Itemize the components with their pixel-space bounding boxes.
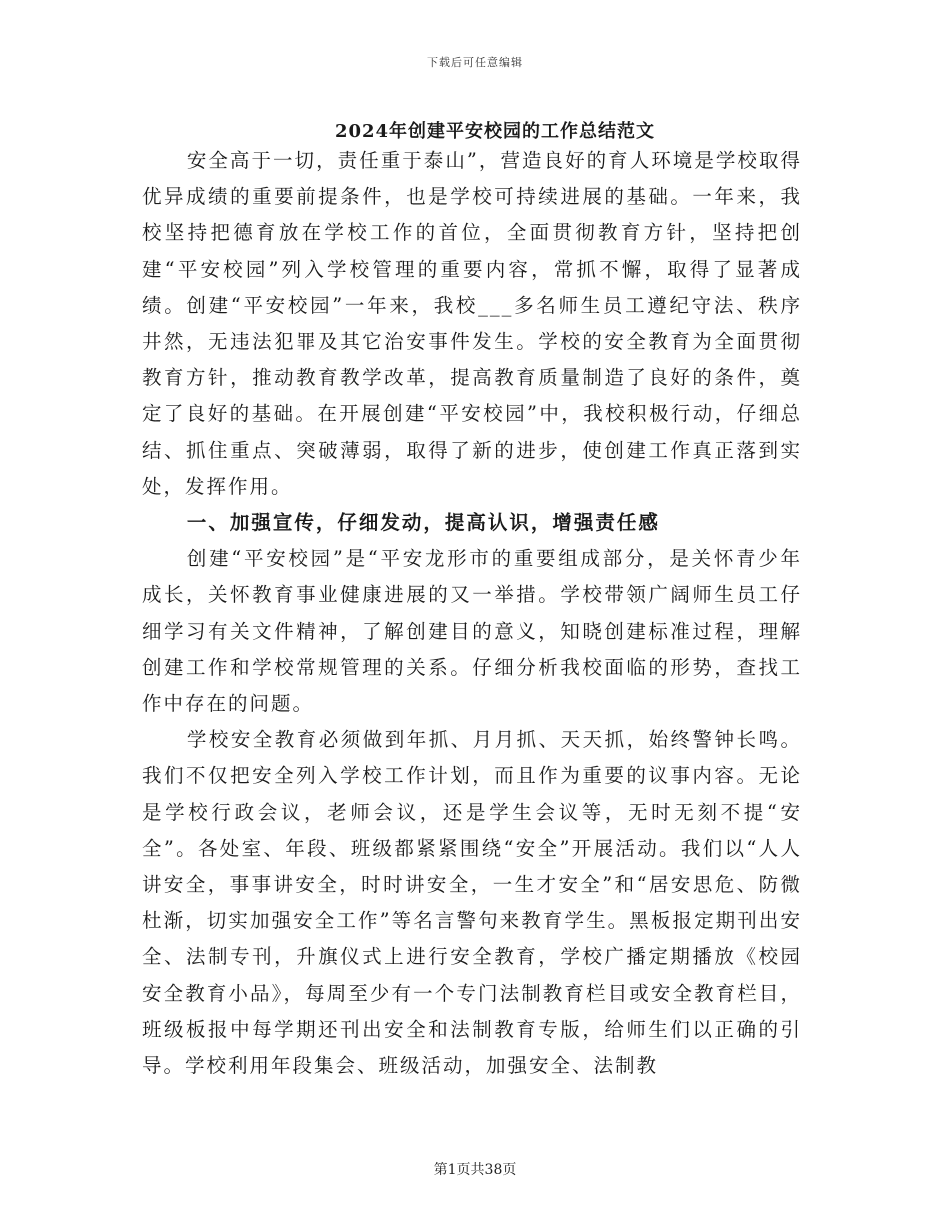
document-title: 2024年创建平安校园的工作总结范文: [334, 121, 656, 142]
paragraph-intro: 安全高于一切，责任重于泰山”，营造良好的育人环境是学校取得优异成绩的重要前提条件，也是学校可持续进展的基础。一年来，我校坚持把德育放在学校工作的首位，全面贯彻教育方针，坚持把创建“平安校园”列入学校管理的重要内容，常抓不懈，取得了显著成绩。创建“平安校园”一年来，我校___多名师生员工遵纪守法、秩序井然，无违法犯罪及其它治安事件发生。学校的安全教育为全面贯彻教育方针，推动教育教学改革，提高教育质量制造了良好的条件，奠定了良好的基础。在开展创建“平安校园”中，我校积极行动，仔细总结、抓住重点、突破薄弱，取得了新的进步，使创建工作真正落到实处，发挥作用。: [142, 149, 802, 498]
paragraph: 创建“平安校园”是“平安龙形市的重要组成部分，是关怀青少年成长，关怀教育事业健康进展的又一举措。学校带领广阔师生员工仔细学习有关文件精神，了解创建目的意义，知晓创建标准过程，理解创建工作和学校常规管理的关系。仔细分析我校面临的形势，查找工作中存在的问题。: [142, 547, 802, 716]
document-body: [142, 143, 802, 1084]
page-number: 第1页共38页: [433, 1162, 517, 1178]
header-note: 下载后可任意编辑: [427, 56, 523, 69]
paragraph: 学校安全教育必须做到年抓、月月抓、天天抓，始终警钟长鸣。我们不仅把安全列入学校工作计划，而且作为重要的议事内容。无论是学校行政会议，老师会议，还是学生会议等，无时无刻不提“安全”。各处室、年段、班级都紧紧围绕“安全”开展活动。我们以“人人讲安全，事事讲安全，时时讲安全，一生才安全”和“居安思危、防微杜渐，切实加强安全工作”等名言警句来教育学生。黑板报定期刊出安全、法制专刊，升旗仪式上进行安全教育，学校广播定期播放《校园安全教育小品》，每周至少有一个专门法制教育栏目或安全教育栏目，班级板报中每学期还刊出安全和法制教育专版，给师生们以正确的引导。学校利用年段集会、班级活动，加强安全、法制教: [142, 728, 802, 1078]
section-heading: 一、加强宣传，仔细发动，提高认识，增强责任感: [186, 511, 660, 535]
